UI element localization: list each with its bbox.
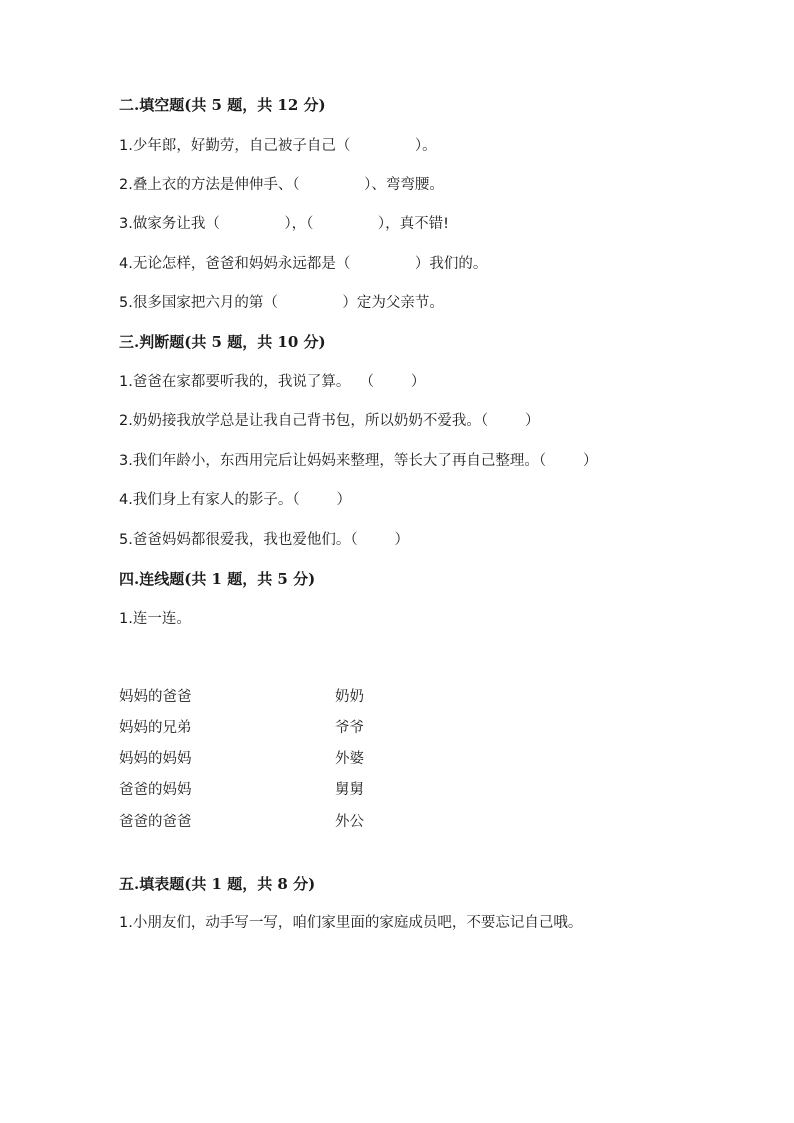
- section-heading-matching: 四.连线题(共 1 题，共 5 分): [119, 570, 316, 588]
- true-false-question-1: 1.爸爸在家都要听我的，我说了算。 （ ）: [119, 374, 426, 390]
- matching-left-item[interactable]: 爸爸的爸爸: [119, 814, 192, 830]
- true-false-question-2: 2.奶奶接我放学总是让我自己背书包，所以奶奶不爱我。（ ）: [119, 413, 540, 429]
- fill-blank-question-1: 1.少年郎，好勤劳，自己被子自己（ ）。: [119, 138, 437, 154]
- matching-right-item[interactable]: 外婆: [335, 751, 364, 767]
- matching-left-item[interactable]: 妈妈的妈妈: [119, 751, 192, 767]
- matching-right-item[interactable]: 外公: [335, 814, 364, 830]
- matching-left-item[interactable]: 妈妈的爸爸: [119, 689, 192, 705]
- true-false-question-5: 5.爸爸妈妈都很爱我，我也爱他们。（ ）: [119, 532, 409, 548]
- fill-blank-question-5: 5.很多国家把六月的第（ ）定为父亲节。: [119, 295, 444, 311]
- section-heading-table-fill: 五.填表题(共 1 题，共 8 分): [119, 875, 316, 893]
- matching-right-item[interactable]: 舅舅: [335, 782, 364, 798]
- table-fill-instruction: 1.小朋友们，动手写一写，咱们家里面的家庭成员吧，不要忘记自己哦。: [119, 915, 583, 931]
- matching-right-item[interactable]: 爷爷: [335, 720, 364, 736]
- matching-instruction: 1.连一连。: [119, 611, 191, 627]
- matching-left-item[interactable]: 妈妈的兄弟: [119, 720, 192, 736]
- true-false-question-4: 4.我们身上有家人的影子。（ ）: [119, 492, 351, 508]
- fill-blank-question-4: 4.无论怎样，爸爸和妈妈永远都是（ ）我们的。: [119, 256, 488, 272]
- section-heading-true-false: 三.判断题(共 5 题，共 10 分): [119, 333, 326, 351]
- true-false-question-3: 3.我们年龄小，东西用完后让妈妈来整理，等长大了再自己整理。（ ）: [119, 453, 598, 469]
- matching-right-item[interactable]: 奶奶: [335, 689, 364, 705]
- section-heading-fill-blank: 二.填空题(共 5 题，共 12 分): [119, 96, 326, 114]
- fill-blank-question-3: 3.做家务让我（ ），（ ），真不错!: [119, 216, 449, 232]
- matching-left-item[interactable]: 爸爸的妈妈: [119, 782, 192, 798]
- fill-blank-question-2: 2.叠上衣的方法是伸伸手、（ ）、弯弯腰。: [119, 177, 444, 193]
